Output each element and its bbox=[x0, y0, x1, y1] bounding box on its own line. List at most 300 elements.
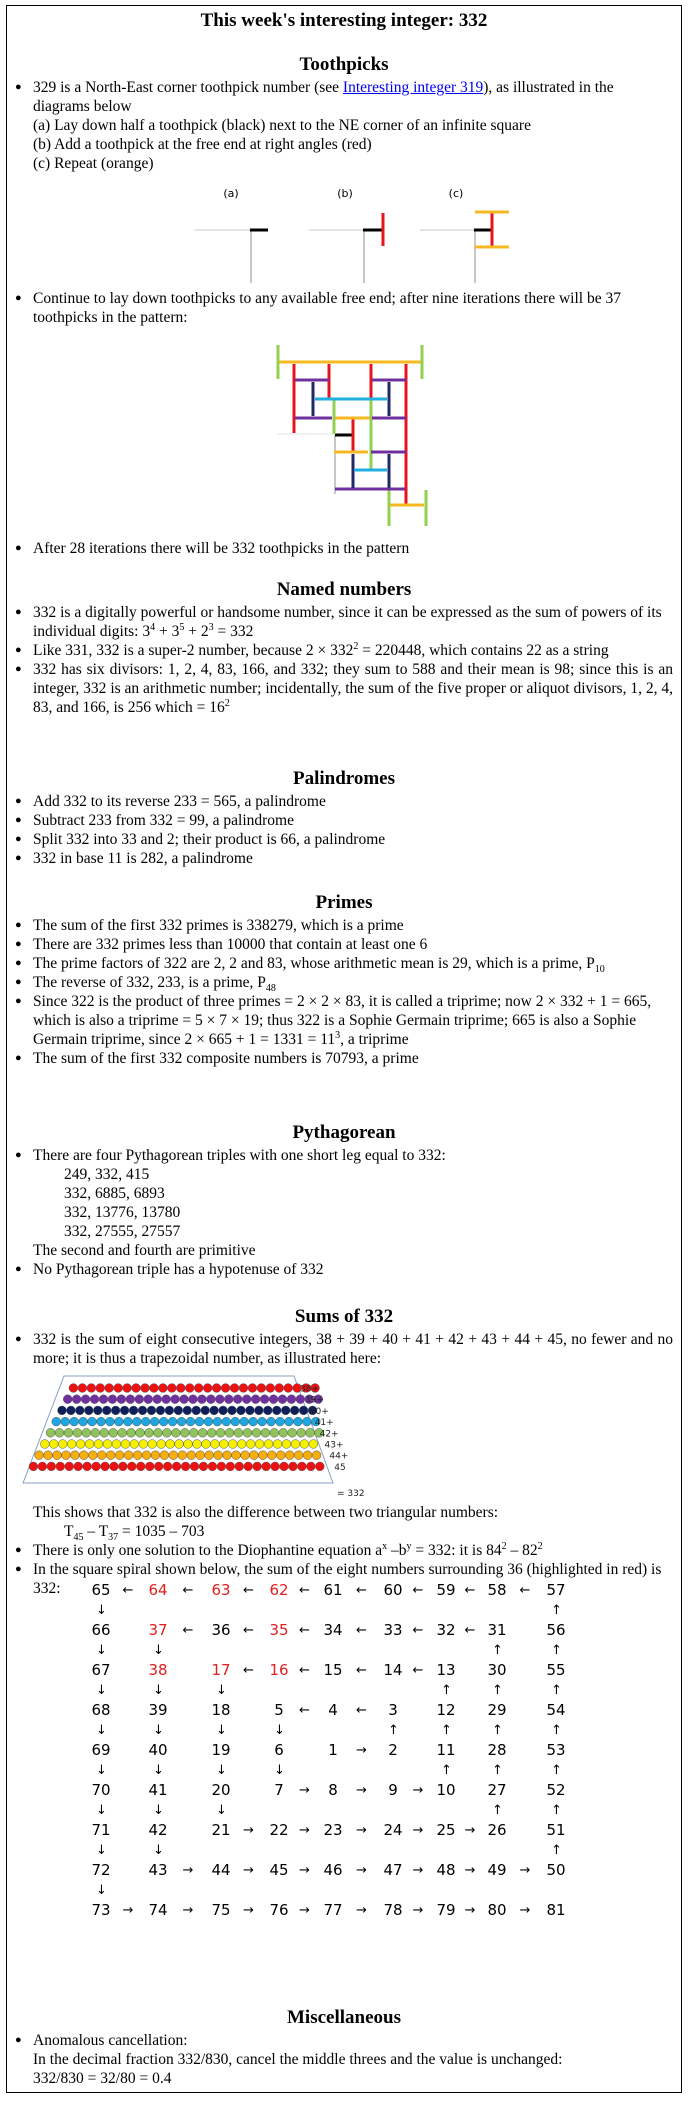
dot bbox=[62, 1451, 71, 1460]
arrow-down-icon: ↓ bbox=[216, 1683, 227, 1698]
spiral-number: 65 bbox=[91, 1581, 111, 1599]
arrow-down-icon: ↓ bbox=[96, 1643, 107, 1658]
dot bbox=[254, 1406, 263, 1415]
spiral-number: 21 bbox=[211, 1821, 231, 1839]
dot bbox=[38, 1462, 47, 1471]
dot bbox=[258, 1417, 267, 1426]
dot bbox=[261, 1428, 270, 1437]
triple: 332, 13776, 13780 bbox=[64, 1204, 181, 1221]
text: The reverse of 332, 233, is a prime, P bbox=[33, 974, 266, 991]
arrow-right-icon: → bbox=[464, 1823, 476, 1838]
dot bbox=[151, 1451, 160, 1460]
dot bbox=[228, 1406, 237, 1415]
spiral-number: 11 bbox=[436, 1741, 456, 1759]
arrow-right-icon: → bbox=[243, 1823, 254, 1838]
dot bbox=[235, 1462, 244, 1471]
dot bbox=[171, 1428, 180, 1437]
spiral-number: 17 bbox=[211, 1661, 231, 1679]
text: There are four Pythagorean triples with one short leg equal to 332: bbox=[33, 1147, 446, 1164]
arrow-up-icon: ↑ bbox=[492, 1723, 503, 1738]
dot bbox=[237, 1406, 246, 1415]
arrow-right-icon: → bbox=[412, 1823, 424, 1838]
arrow-right-icon: → bbox=[182, 1863, 194, 1878]
arrow-right-icon: → bbox=[356, 1903, 367, 1918]
exponent: 5 bbox=[179, 621, 185, 633]
dot bbox=[115, 1417, 124, 1426]
dot bbox=[46, 1428, 55, 1437]
dot bbox=[298, 1462, 307, 1471]
page-frame bbox=[6, 5, 682, 2093]
dot bbox=[154, 1462, 163, 1471]
dot bbox=[201, 1406, 210, 1415]
spiral-number: 67 bbox=[91, 1661, 111, 1679]
arrow-down-icon: ↓ bbox=[96, 1723, 107, 1738]
dot bbox=[58, 1406, 67, 1415]
spiral-number: 40 bbox=[148, 1741, 168, 1759]
dot bbox=[78, 1384, 87, 1393]
dot bbox=[222, 1417, 231, 1426]
dot bbox=[221, 1384, 230, 1393]
text: + 2 bbox=[184, 623, 209, 640]
dot bbox=[246, 1406, 255, 1415]
spiral-number: 4 bbox=[328, 1701, 338, 1719]
text: – 82 bbox=[506, 1542, 538, 1559]
spiral-number: 58 bbox=[487, 1581, 507, 1599]
dot bbox=[223, 1451, 232, 1460]
text: + 3 bbox=[155, 623, 180, 640]
dot bbox=[258, 1451, 267, 1460]
dot-row bbox=[40, 1440, 317, 1449]
dot bbox=[90, 1395, 99, 1404]
arrow-down-icon: ↓ bbox=[216, 1723, 227, 1738]
dot bbox=[237, 1440, 246, 1449]
dot bbox=[282, 1440, 291, 1449]
spiral-number: 60 bbox=[383, 1581, 403, 1599]
spiral-number: 14 bbox=[383, 1661, 403, 1679]
spiral-number: 9 bbox=[388, 1781, 398, 1799]
dot bbox=[275, 1384, 284, 1393]
dot bbox=[232, 1451, 241, 1460]
dot bbox=[213, 1417, 222, 1426]
spiral-number: 49 bbox=[487, 1861, 507, 1879]
arrow-right-icon: → bbox=[182, 1903, 194, 1918]
dot bbox=[234, 1428, 243, 1437]
difference-formula bbox=[7, 1522, 681, 1544]
dot bbox=[263, 1406, 272, 1415]
spiral-number: 63 bbox=[211, 1581, 231, 1599]
exponent: 4 bbox=[150, 621, 156, 633]
arrow-down-icon: ↓ bbox=[153, 1643, 164, 1658]
arrow-left-icon: ← bbox=[182, 1623, 194, 1638]
arrow-right-icon: → bbox=[519, 1863, 531, 1878]
list-item bbox=[7, 992, 681, 1049]
spiral-number: 8 bbox=[328, 1781, 338, 1799]
dot bbox=[205, 1451, 214, 1460]
dot bbox=[194, 1384, 203, 1393]
text: The prime factors of 322 are 2, 2 and 83, whose arithmetic mean is 29, which is a prime, P bbox=[33, 955, 595, 972]
dot bbox=[219, 1406, 228, 1415]
dot bbox=[153, 1395, 162, 1404]
text: ), as illustrated in the diagrams below bbox=[33, 79, 614, 115]
text: = 220448, which contains 22 as a string bbox=[358, 642, 609, 659]
arrow-up-icon: ↑ bbox=[492, 1803, 503, 1818]
dot bbox=[29, 1462, 38, 1471]
spiral-number: 78 bbox=[383, 1901, 403, 1919]
step-c: (c) Repeat (orange) bbox=[33, 155, 154, 172]
dot bbox=[35, 1451, 44, 1460]
arrow-right-icon: → bbox=[519, 1903, 531, 1918]
dot bbox=[203, 1384, 212, 1393]
dot bbox=[52, 1417, 61, 1426]
dot bbox=[58, 1440, 67, 1449]
spiral-number: 16 bbox=[269, 1661, 289, 1679]
spiral-number: 75 bbox=[211, 1901, 231, 1919]
spiral-number: 15 bbox=[323, 1661, 343, 1679]
dot bbox=[132, 1384, 141, 1393]
dot bbox=[79, 1417, 88, 1426]
dot bbox=[101, 1462, 110, 1471]
arrow-right-icon: → bbox=[464, 1903, 476, 1918]
heading-palindromes: Palindromes bbox=[292, 768, 396, 789]
dot bbox=[303, 1451, 312, 1460]
dot bbox=[202, 1440, 211, 1449]
arrow-up-icon: ↑ bbox=[551, 1803, 562, 1818]
heading-primes: Primes bbox=[315, 892, 373, 913]
text: = 332 bbox=[213, 623, 254, 640]
section-named-numbers bbox=[7, 603, 681, 717]
dot bbox=[99, 1395, 108, 1404]
dot bbox=[219, 1440, 228, 1449]
spiral-number: 38 bbox=[148, 1661, 168, 1679]
row-label: 43+ bbox=[324, 1440, 344, 1451]
dot bbox=[110, 1462, 119, 1471]
list-item bbox=[7, 973, 681, 995]
dot bbox=[61, 1417, 70, 1426]
dot bbox=[67, 1406, 76, 1415]
spiral-number: 62 bbox=[269, 1581, 289, 1599]
dot bbox=[192, 1406, 201, 1415]
list-item: ● There are 332 primes less than 10000 that contain at least one 6 bbox=[7, 935, 681, 954]
dot bbox=[207, 1428, 216, 1437]
exponent: 2 bbox=[501, 1540, 507, 1552]
toothpick-steps-diagram bbox=[157, 178, 537, 283]
spiral-number: 1 bbox=[328, 1741, 338, 1759]
arrow-left-icon: ← bbox=[412, 1663, 424, 1678]
spiral-number: 42 bbox=[148, 1821, 168, 1839]
difference-text: This shows that 332 is also the difference between two triangular numbers: bbox=[33, 1504, 499, 1521]
dot bbox=[273, 1440, 282, 1449]
spiral-number: 51 bbox=[546, 1821, 566, 1839]
diagram-label-b: (b) bbox=[337, 187, 353, 200]
dot bbox=[136, 1428, 145, 1437]
arrow-left-icon: ← bbox=[464, 1623, 476, 1638]
dot bbox=[187, 1451, 196, 1460]
dot bbox=[74, 1462, 83, 1471]
dot bbox=[257, 1384, 266, 1393]
dot bbox=[133, 1451, 142, 1460]
exponent: 2 bbox=[537, 1540, 543, 1552]
list-item: ● No Pythagorean triple has a hypotenuse of 332 bbox=[7, 1260, 681, 1279]
dot bbox=[244, 1462, 253, 1471]
text: 332/830 = 32/80 = 0.4 bbox=[33, 2070, 172, 2087]
dot bbox=[105, 1384, 114, 1393]
arrow-right-icon: → bbox=[356, 1743, 367, 1758]
dot-row bbox=[46, 1428, 323, 1437]
subscript: 45 bbox=[73, 1532, 84, 1544]
heading-miscellaneous: Miscellaneous bbox=[287, 2007, 401, 2028]
dot bbox=[136, 1462, 145, 1471]
dot bbox=[276, 1417, 285, 1426]
dot bbox=[132, 1417, 141, 1426]
spiral-number: 33 bbox=[383, 1621, 403, 1639]
dot bbox=[148, 1440, 157, 1449]
arrow-down-icon: ↓ bbox=[216, 1763, 227, 1778]
spiral-number: 46 bbox=[323, 1861, 343, 1879]
arrow-down-icon: ↓ bbox=[153, 1683, 164, 1698]
spiral-number: 29 bbox=[487, 1701, 507, 1719]
arrow-up-icon: ↑ bbox=[551, 1763, 562, 1778]
dot bbox=[169, 1451, 178, 1460]
text: T bbox=[64, 1523, 74, 1540]
dot bbox=[118, 1428, 127, 1437]
dot bbox=[199, 1462, 208, 1471]
arrow-up-icon: ↑ bbox=[551, 1723, 562, 1738]
subscript: 37 bbox=[108, 1532, 119, 1544]
dot bbox=[126, 1395, 135, 1404]
text: = 1035 – 703 bbox=[118, 1523, 205, 1540]
list-item bbox=[7, 78, 681, 173]
dot bbox=[88, 1451, 97, 1460]
dot bbox=[67, 1440, 76, 1449]
note: The second and fourth are primitive bbox=[33, 1242, 256, 1259]
diagram-label-a: (a) bbox=[223, 187, 239, 200]
dot bbox=[92, 1462, 101, 1471]
spiral-number: 2 bbox=[388, 1741, 398, 1759]
dot bbox=[264, 1440, 273, 1449]
arrow-left-icon: ← bbox=[356, 1663, 367, 1678]
dot bbox=[127, 1462, 136, 1471]
arrow-up-icon: ↑ bbox=[551, 1843, 562, 1858]
section-toothpicks-continue bbox=[7, 289, 681, 327]
arrow-down-icon: ↓ bbox=[96, 1683, 107, 1698]
section-palindromes bbox=[7, 792, 681, 868]
triple: 332, 27555, 27557 bbox=[64, 1223, 181, 1240]
step-a: (a) Lay down half a toothpick (black) next to the NE corner of an infinite square bbox=[33, 117, 531, 134]
arrow-down-icon: ↓ bbox=[96, 1763, 107, 1778]
dot bbox=[145, 1462, 154, 1471]
spiral-number: 80 bbox=[487, 1901, 507, 1919]
page-title: This week's interesting integer: 332 bbox=[200, 10, 488, 31]
dot bbox=[159, 1417, 168, 1426]
dot bbox=[279, 1428, 288, 1437]
dot bbox=[287, 1395, 296, 1404]
dot bbox=[225, 1428, 234, 1437]
list-item: ● The sum of the first 332 primes is 338279, which is a prime bbox=[7, 916, 681, 935]
arrow-right-icon: → bbox=[122, 1903, 134, 1918]
arrow-up-icon: ↑ bbox=[492, 1683, 503, 1698]
dot bbox=[96, 1384, 105, 1393]
arrow-left-icon: ← bbox=[412, 1583, 424, 1598]
dot bbox=[100, 1428, 109, 1437]
dot bbox=[184, 1440, 193, 1449]
arrow-right-icon: → bbox=[412, 1863, 424, 1878]
total-label: = 332 bbox=[337, 1489, 365, 1499]
dot bbox=[141, 1384, 150, 1393]
dot bbox=[97, 1417, 106, 1426]
list-item: ● Add 332 to its reverse 233 = 565, a palindrome bbox=[7, 792, 681, 811]
spiral-number: 55 bbox=[546, 1661, 566, 1679]
arrow-left-icon: ← bbox=[299, 1623, 310, 1638]
spiral-number: 10 bbox=[436, 1781, 456, 1799]
spiral-number: 74 bbox=[148, 1901, 168, 1919]
dot bbox=[193, 1440, 202, 1449]
dot bbox=[130, 1440, 139, 1449]
dot bbox=[216, 1428, 225, 1437]
dot bbox=[177, 1417, 186, 1426]
dot bbox=[69, 1384, 78, 1393]
list-item bbox=[7, 2031, 681, 2088]
dot bbox=[85, 1440, 94, 1449]
list-item bbox=[7, 641, 681, 660]
dot bbox=[215, 1395, 224, 1404]
dot bbox=[71, 1451, 80, 1460]
row-label: 39+ bbox=[304, 1395, 324, 1406]
arrow-left-icon: ← bbox=[356, 1703, 367, 1718]
spiral-number: 64 bbox=[148, 1581, 168, 1599]
spiral-number: 69 bbox=[91, 1741, 111, 1759]
dot bbox=[157, 1440, 166, 1449]
arrow-left-icon: ← bbox=[299, 1703, 310, 1718]
dot bbox=[249, 1417, 258, 1426]
row-label: 44+ bbox=[329, 1451, 349, 1462]
spiral-number: 19 bbox=[211, 1741, 231, 1759]
dot bbox=[102, 1406, 111, 1415]
dot bbox=[230, 1384, 239, 1393]
spiral-number: 13 bbox=[436, 1661, 456, 1679]
dot bbox=[300, 1440, 309, 1449]
arrow-right-icon: → bbox=[299, 1903, 310, 1918]
arrow-right-icon: → bbox=[356, 1823, 367, 1838]
dot bbox=[168, 1417, 177, 1426]
dot bbox=[55, 1428, 64, 1437]
list-item bbox=[7, 603, 681, 641]
arrow-left-icon: ← bbox=[243, 1583, 254, 1598]
dot bbox=[163, 1462, 172, 1471]
spiral-number: 53 bbox=[546, 1741, 566, 1759]
spiral-number: 81 bbox=[546, 1901, 566, 1919]
dot bbox=[312, 1451, 321, 1460]
square-spiral bbox=[86, 1581, 606, 1981]
arrow-right-icon: → bbox=[356, 1863, 367, 1878]
dot bbox=[111, 1406, 120, 1415]
dot bbox=[294, 1451, 303, 1460]
arrow-down-icon: ↓ bbox=[274, 1763, 285, 1778]
dot bbox=[167, 1384, 176, 1393]
dot bbox=[189, 1395, 198, 1404]
dot bbox=[144, 1395, 153, 1404]
dot bbox=[138, 1406, 147, 1415]
dot bbox=[276, 1451, 285, 1460]
dot-row bbox=[58, 1406, 317, 1415]
dot bbox=[124, 1451, 133, 1460]
dot bbox=[270, 1428, 279, 1437]
spiral-number: 43 bbox=[148, 1861, 168, 1879]
text: Like 331, 332 is a super-2 number, because 2 × 332 bbox=[33, 642, 354, 659]
spiral-number: 56 bbox=[546, 1621, 566, 1639]
dot bbox=[280, 1462, 289, 1471]
spiral-number: 59 bbox=[436, 1581, 456, 1599]
arrow-right-icon: → bbox=[412, 1783, 424, 1798]
arrow-up-icon: ↑ bbox=[441, 1723, 452, 1738]
dot bbox=[246, 1440, 255, 1449]
dot bbox=[190, 1462, 199, 1471]
row-label: 41+ bbox=[314, 1418, 334, 1429]
dot bbox=[159, 1384, 168, 1393]
triple: 332, 6885, 6893 bbox=[64, 1185, 165, 1202]
spiral-number: 70 bbox=[91, 1781, 111, 1799]
dot bbox=[84, 1406, 93, 1415]
arrow-up-icon: ↑ bbox=[441, 1683, 452, 1698]
spiral-number: 18 bbox=[211, 1701, 231, 1719]
exponent: y bbox=[406, 1540, 412, 1552]
dot bbox=[72, 1395, 81, 1404]
arrow-down-icon: ↓ bbox=[96, 1803, 107, 1818]
dot bbox=[290, 1406, 299, 1415]
arrow-left-icon: ← bbox=[243, 1623, 254, 1638]
dot-row bbox=[52, 1417, 320, 1426]
dot bbox=[294, 1417, 303, 1426]
text: –b bbox=[387, 1542, 407, 1559]
dot bbox=[204, 1417, 213, 1426]
dot bbox=[306, 1462, 315, 1471]
dot bbox=[47, 1462, 56, 1471]
dot-row bbox=[29, 1462, 324, 1471]
dot bbox=[309, 1440, 318, 1449]
text: Since 322 is the product of three primes = 2 × 2 × 83, it is called a triprime; now 2 × 332 + 1 = 665, which is also a triprime = 5 × 7 × 19; thus 322 is a Sophie Germain triprime; 665 is also a Sophie Germain triprime, since 2 × 665 + 1 = 1331 = 11 bbox=[33, 993, 652, 1048]
arrow-left-icon: ← bbox=[464, 1583, 476, 1598]
dot bbox=[139, 1440, 148, 1449]
heading-pythagorean: Pythagorean bbox=[292, 1122, 396, 1143]
spiral-number: 25 bbox=[436, 1821, 456, 1839]
dot bbox=[186, 1417, 195, 1426]
spiral-number: 79 bbox=[436, 1901, 456, 1919]
dot bbox=[108, 1395, 117, 1404]
arrow-up-icon: ↑ bbox=[441, 1763, 452, 1778]
dot bbox=[103, 1440, 112, 1449]
dot bbox=[154, 1428, 163, 1437]
dot bbox=[91, 1428, 100, 1437]
dot bbox=[44, 1451, 53, 1460]
dot bbox=[129, 1406, 138, 1415]
dot bbox=[150, 1384, 159, 1393]
dot bbox=[262, 1462, 271, 1471]
dot bbox=[255, 1440, 264, 1449]
dot bbox=[281, 1406, 290, 1415]
dot bbox=[97, 1451, 106, 1460]
list-item: ● Split 332 into 33 and 2; their product is 66, a palindrome bbox=[7, 830, 681, 849]
spiral-number: 23 bbox=[323, 1821, 343, 1839]
dot bbox=[241, 1451, 250, 1460]
spiral-number: 57 bbox=[546, 1581, 566, 1599]
text: – T bbox=[83, 1523, 109, 1540]
arrow-left-icon: ← bbox=[412, 1623, 424, 1638]
dot bbox=[106, 1417, 115, 1426]
dot bbox=[171, 1395, 180, 1404]
spiral-number: 35 bbox=[269, 1621, 289, 1639]
dot bbox=[73, 1428, 82, 1437]
dot bbox=[176, 1384, 185, 1393]
link-interesting-integer-319[interactable]: Interesting integer 319 bbox=[342, 79, 484, 96]
